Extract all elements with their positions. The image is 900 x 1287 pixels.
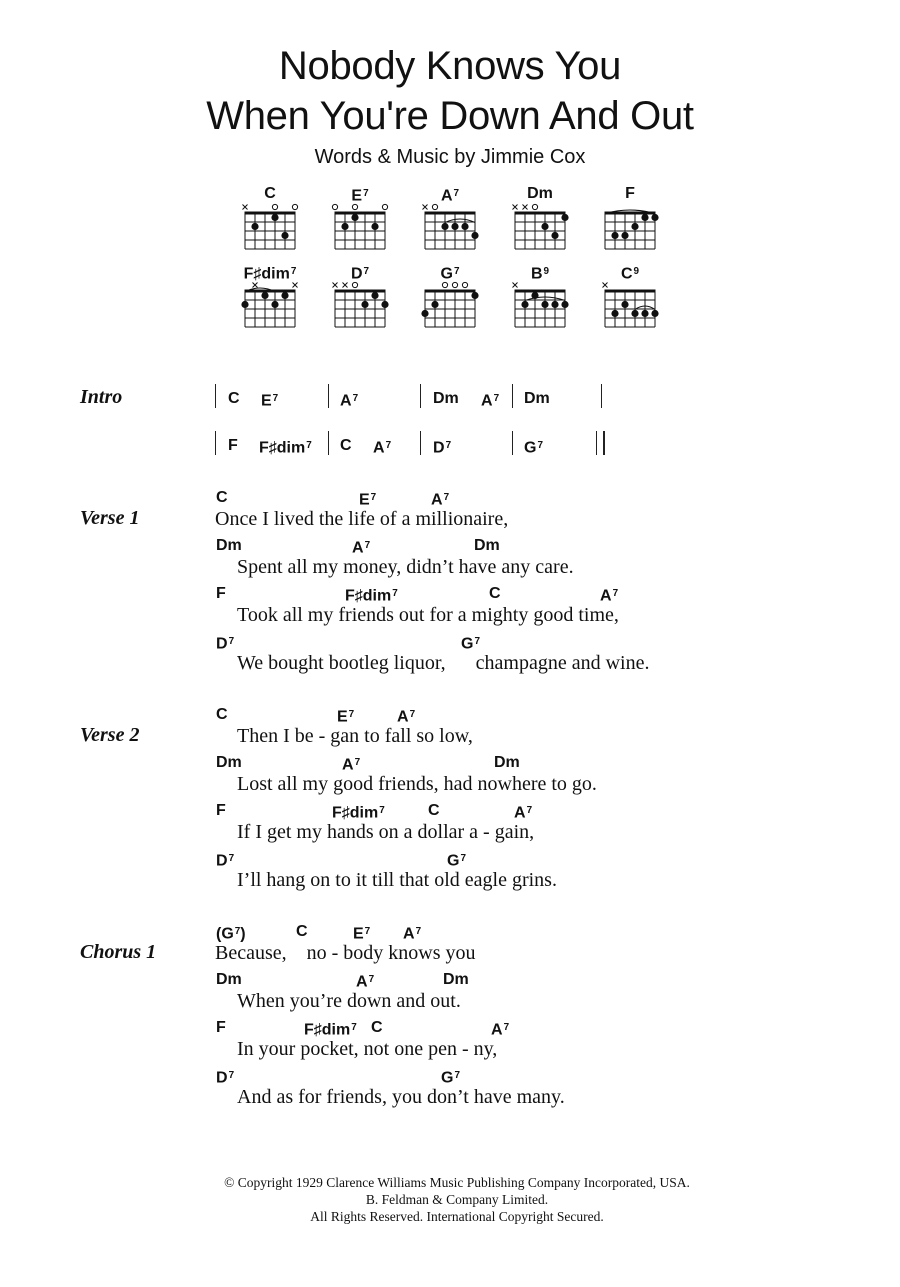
- muted-string-marker: [293, 283, 298, 288]
- open-string-marker: [442, 282, 447, 287]
- chord-root: C: [620, 265, 633, 283]
- credits: Words & Music by Jimmie Cox: [314, 146, 586, 168]
- finger-dot: [271, 301, 278, 308]
- chord-root: Dm: [216, 754, 242, 771]
- finger-dot: [281, 232, 288, 239]
- chord-symbol: [216, 537, 242, 555]
- chord-extension: 7: [234, 926, 241, 937]
- chord-root: F: [216, 802, 226, 819]
- muted-string-marker: [333, 283, 338, 288]
- chord-extension: 7: [306, 440, 312, 451]
- finger-dot: [561, 301, 568, 308]
- chord-diagram: [420, 263, 480, 333]
- chord-root: C: [371, 1019, 383, 1036]
- chord-root: A: [352, 539, 364, 557]
- finger-dot: [251, 223, 258, 230]
- chord-symbol: [352, 537, 370, 557]
- finger-dot: [541, 223, 548, 230]
- chord-root: F: [228, 437, 238, 454]
- chord-extension: 7: [474, 636, 480, 647]
- finger-dot: [471, 232, 478, 239]
- chord-symbol: [403, 923, 421, 943]
- finger-dot: [551, 301, 558, 308]
- copyright-line-2: B. Feldman & Company Limited.: [365, 1192, 549, 1207]
- chord-symbol: [356, 971, 374, 991]
- finger-dot: [531, 292, 538, 299]
- fretboard-diagram: [600, 279, 660, 339]
- chord-root: F♯dim: [345, 587, 392, 605]
- chord-extension: 7: [537, 440, 543, 451]
- chord-symbol: [216, 489, 228, 507]
- intro-chord: [340, 437, 352, 455]
- chord-root: Dm: [527, 185, 553, 202]
- chord-root: Dm: [216, 537, 242, 554]
- section-label-chorus-1: Chorus 1: [80, 941, 157, 963]
- chord-root: Dm: [443, 971, 469, 988]
- finger-dot: [561, 214, 568, 221]
- chord-extension: 7: [460, 853, 466, 864]
- finger-dot: [461, 223, 468, 230]
- lyric-line: We bought bootleg liquor, champagne and wine.: [237, 652, 650, 674]
- chord-root: A: [397, 708, 409, 726]
- copyright-line-1: © Copyright 1929 Clarence Williams Music Publishing Company Incorporated, USA.: [224, 1175, 690, 1190]
- chord-extension: 7: [363, 266, 370, 277]
- chord-extension: 7: [351, 1022, 357, 1033]
- fretboard-diagram: [420, 279, 480, 339]
- copyright-line-3: All Rights Reserved. International Copyright Secured.: [310, 1209, 604, 1224]
- chord-root: E: [337, 708, 348, 726]
- nut: [515, 290, 566, 293]
- lyric-line: Then I be - gan to fall so low,: [237, 725, 473, 747]
- finger-dot: [431, 301, 438, 308]
- chord-root: G: [440, 265, 453, 283]
- chord-symbol: [304, 1019, 357, 1039]
- chord-symbol: [371, 1019, 383, 1037]
- chord-root: C: [216, 706, 228, 723]
- finger-dot: [341, 223, 348, 230]
- chord-root: Dm: [216, 971, 242, 988]
- chord-symbol: [345, 585, 398, 605]
- chord-diagram: [330, 263, 390, 333]
- chord-extension: 7: [228, 636, 235, 647]
- chord-symbol: [428, 802, 440, 820]
- lyric-line: Because, no - body knows you: [215, 942, 476, 964]
- intro-chord: [228, 437, 238, 455]
- intro-chord: [373, 437, 391, 457]
- chord-symbol: [216, 754, 242, 772]
- chord-root: G: [524, 439, 537, 457]
- chord-symbol: [443, 971, 469, 989]
- fretboard-diagram: [510, 201, 570, 261]
- chord-root: F: [625, 185, 635, 202]
- muted-string-marker: [343, 283, 348, 288]
- finger-dot: [611, 310, 618, 317]
- chord-root: F♯dim: [304, 1021, 351, 1039]
- chord-root: Dm: [474, 537, 500, 554]
- chord-extension: 7: [443, 492, 450, 503]
- chord-root: C: [228, 390, 240, 407]
- chord-symbol: [441, 1067, 460, 1087]
- intro-chord: [524, 390, 550, 408]
- chord-root: D: [216, 852, 228, 870]
- chord-extension: 7: [368, 974, 375, 985]
- chord-extension: 7: [228, 853, 235, 864]
- chord-root: C: [340, 437, 352, 454]
- chord-root: (G: [216, 925, 234, 943]
- chord-extension: 7: [385, 440, 392, 451]
- nut: [335, 290, 386, 293]
- finger-dot: [361, 301, 368, 308]
- finger-dot: [371, 292, 378, 299]
- chord-extension: 7: [364, 540, 371, 551]
- finger-dot: [651, 310, 658, 317]
- chord-symbol: [216, 1067, 234, 1087]
- chord-extension: 7: [363, 188, 369, 199]
- chord-extension: 7: [370, 492, 377, 503]
- lyric-line: If I get my hands on a dollar a - gain,: [237, 821, 535, 843]
- lyric-line: And as for friends, you don’t have many.: [237, 1086, 565, 1108]
- lyric-line: Spent all my money, didn’t have any care.: [237, 556, 574, 578]
- section-label-verse-2: Verse 2: [80, 724, 140, 746]
- finger-dot: [631, 223, 638, 230]
- chord-symbol: [342, 754, 360, 774]
- chord-symbol: [216, 923, 246, 943]
- chord-extension: 7: [503, 1022, 510, 1033]
- fretboard-diagram: [330, 201, 390, 261]
- intro-chord: [259, 437, 312, 457]
- chord-symbol: [494, 754, 520, 772]
- finger-dot: [351, 214, 358, 221]
- chord-root: C: [264, 185, 276, 202]
- chord-symbol: [216, 1019, 226, 1037]
- section-label-intro: Intro: [80, 386, 123, 408]
- chord-diagram: [330, 185, 390, 255]
- chord-root: C: [296, 923, 308, 940]
- chord-root: A: [491, 1021, 503, 1039]
- lyric-line: I’ll hang on to it till that old eagle grins.: [237, 869, 557, 891]
- chord-root: A: [481, 392, 493, 410]
- intro-chord: [340, 390, 358, 410]
- barline: [328, 384, 329, 408]
- chord-root: B: [530, 265, 543, 283]
- finger-dot: [651, 214, 658, 221]
- finger-dot: [381, 301, 388, 308]
- chord-extension: 7: [493, 393, 500, 404]
- muted-string-marker: [603, 283, 608, 288]
- chord-root: A: [373, 439, 385, 457]
- finger-dot: [261, 292, 268, 299]
- finger-dot: [271, 214, 278, 221]
- lyric-line: Once I lived the life of a millionaire,: [215, 508, 509, 530]
- open-string-marker: [272, 204, 277, 209]
- nut: [605, 290, 656, 293]
- chord-diagram: [240, 263, 300, 333]
- muted-string-marker: [523, 205, 528, 210]
- barline: [420, 431, 421, 455]
- chord-symbol: [216, 585, 226, 603]
- chord-root: A: [342, 756, 354, 774]
- chord-extension: 7: [228, 1070, 235, 1081]
- nut: [335, 212, 386, 215]
- lyric-line: When you’re down and out.: [237, 990, 461, 1012]
- chord-symbol: [296, 923, 308, 941]
- chord-root: F♯dim: [259, 439, 306, 457]
- intro-chord: [524, 437, 543, 457]
- chord-root: A: [600, 587, 612, 605]
- nut: [245, 212, 296, 215]
- fretboard-diagram: [240, 279, 300, 339]
- finger-dot: [551, 232, 558, 239]
- finger-dot: [641, 310, 648, 317]
- lyric-line: Lost all my good friends, had nowhere to go.: [237, 773, 597, 795]
- chord-extension: 7: [354, 757, 361, 768]
- barline: [328, 431, 329, 455]
- chord-symbol: [359, 489, 376, 509]
- chord-extension: 7: [348, 709, 355, 720]
- barline: [215, 431, 216, 455]
- chord-root: A: [403, 925, 415, 943]
- finger-dot: [471, 292, 478, 299]
- finger-dot: [441, 223, 448, 230]
- lyric-line: In your pocket, not one pen - ny,: [237, 1038, 498, 1060]
- chord-extension: 7: [272, 393, 279, 404]
- chord-symbol: [474, 537, 500, 555]
- muted-string-marker: [243, 205, 248, 210]
- open-string-marker: [332, 204, 337, 209]
- open-string-marker: [292, 204, 297, 209]
- open-string-marker: [532, 204, 537, 209]
- chord-symbol: [216, 971, 242, 989]
- chord-symbol: [216, 850, 234, 870]
- finger-dot: [621, 232, 628, 239]
- chord-symbol: [337, 706, 354, 726]
- chord-extension: 9: [543, 266, 550, 277]
- open-string-marker: [462, 282, 467, 287]
- chord-root: C: [216, 489, 228, 506]
- muted-string-marker: [513, 205, 518, 210]
- open-string-marker: [352, 282, 357, 287]
- open-string-marker: [382, 204, 387, 209]
- chord-root: G: [461, 635, 474, 653]
- chord-extension: 7: [379, 805, 385, 816]
- finger-dot: [421, 310, 428, 317]
- chord-extension: 7: [454, 1070, 460, 1081]
- finger-dot: [621, 301, 628, 308]
- chord-root: G: [441, 1069, 454, 1087]
- intro-chord: [228, 390, 240, 408]
- chord-root: F: [216, 585, 226, 602]
- chord-root: A: [340, 392, 352, 410]
- finger-dot: [521, 301, 528, 308]
- chord-extension: 7: [612, 588, 619, 599]
- chord-diagram: [420, 185, 480, 255]
- nut: [515, 212, 566, 215]
- chord-diagram: [600, 185, 660, 255]
- chord-root: Dm: [433, 390, 459, 407]
- chord-extension: 7: [364, 926, 371, 937]
- barline: [512, 431, 513, 455]
- chord-root: D: [350, 265, 363, 283]
- chord-root: E: [261, 392, 272, 410]
- lyric-line: Took all my friends out for a mighty good time,: [237, 604, 619, 626]
- finger-dot: [241, 301, 248, 308]
- chord-symbol: [514, 802, 532, 822]
- chord-extension: 7: [445, 440, 452, 451]
- chord-symbol: [353, 923, 370, 943]
- finger-dot: [641, 214, 648, 221]
- chord-symbol: [332, 802, 385, 822]
- song-title-line-2: When You're Down And Out: [206, 94, 694, 138]
- section-label-verse-1: Verse 1: [80, 507, 140, 529]
- chord-root: C: [489, 585, 501, 602]
- chord-symbol: [216, 802, 226, 820]
- finger-dot: [451, 223, 458, 230]
- chord-root: D: [216, 1069, 228, 1087]
- chord-root: D: [433, 439, 445, 457]
- finger-dot: [631, 310, 638, 317]
- fretboard-diagram: [420, 201, 480, 261]
- chord-symbol: [491, 1019, 509, 1039]
- chord-root: A: [431, 491, 443, 509]
- chord-root: F♯dim: [243, 265, 290, 283]
- intro-chord: [433, 437, 451, 457]
- chord-root: E: [353, 925, 364, 943]
- chord-root: E: [351, 187, 363, 205]
- chord-extension: 9: [633, 266, 640, 277]
- chord-diagram: [510, 185, 570, 255]
- open-string-marker: [432, 204, 437, 209]
- chord-extension: 7: [453, 188, 460, 199]
- chord-symbol: [461, 633, 480, 653]
- chord-symbol: [397, 706, 415, 726]
- chord-symbol: [489, 585, 501, 603]
- chord-symbol: [216, 706, 228, 724]
- chord-extension: 7: [392, 588, 398, 599]
- chord-root: G: [447, 852, 460, 870]
- muted-string-marker: [253, 283, 258, 288]
- finger-dot: [611, 232, 618, 239]
- chord-symbol: [216, 633, 234, 653]
- open-string-marker: [452, 282, 457, 287]
- chord-extension: 7: [409, 709, 416, 720]
- chord-root: D: [216, 635, 228, 653]
- chord-root: Dm: [524, 390, 550, 407]
- nut: [425, 290, 476, 293]
- chord-bracket: ): [240, 925, 246, 943]
- intro-chord: [433, 390, 459, 408]
- barline: [601, 384, 602, 408]
- chord-root: A: [514, 804, 526, 822]
- chord-diagram: [600, 263, 660, 333]
- chord-diagram: [510, 263, 570, 333]
- chord-extension: 7: [453, 266, 460, 277]
- barline: [512, 384, 513, 408]
- chord-root: F♯dim: [332, 804, 379, 822]
- fretboard-diagram: [330, 279, 390, 339]
- nut: [425, 212, 476, 215]
- chord-symbol: [447, 850, 466, 870]
- chord-root: A: [440, 187, 453, 205]
- chord-root: F: [216, 1019, 226, 1036]
- chord-root: A: [356, 973, 368, 991]
- barline: [215, 384, 216, 408]
- chord-diagram: [240, 185, 300, 255]
- muted-string-marker: [423, 205, 428, 210]
- chord-root: Dm: [494, 754, 520, 771]
- finger-dot: [541, 301, 548, 308]
- chord-extension: 7: [415, 926, 422, 937]
- chord-root: C: [428, 802, 440, 819]
- muted-string-marker: [513, 283, 518, 288]
- chord-extension: 7: [290, 266, 297, 277]
- chord-root: E: [359, 491, 370, 509]
- open-string-marker: [352, 204, 357, 209]
- fretboard-diagram: [240, 201, 300, 261]
- song-title-line-1: Nobody Knows You: [278, 44, 622, 88]
- fretboard-diagram: [510, 279, 570, 339]
- barline: [420, 384, 421, 408]
- chord-extension: 7: [526, 805, 533, 816]
- intro-chord: [261, 390, 278, 410]
- chord-extension: 7: [352, 393, 359, 404]
- fretboard-diagram: [600, 201, 660, 261]
- final-barline: [596, 431, 605, 455]
- intro-chord: [481, 390, 499, 410]
- chord-symbol: [600, 585, 618, 605]
- chord-symbol: [431, 489, 449, 509]
- finger-dot: [371, 223, 378, 230]
- finger-dot: [281, 292, 288, 299]
